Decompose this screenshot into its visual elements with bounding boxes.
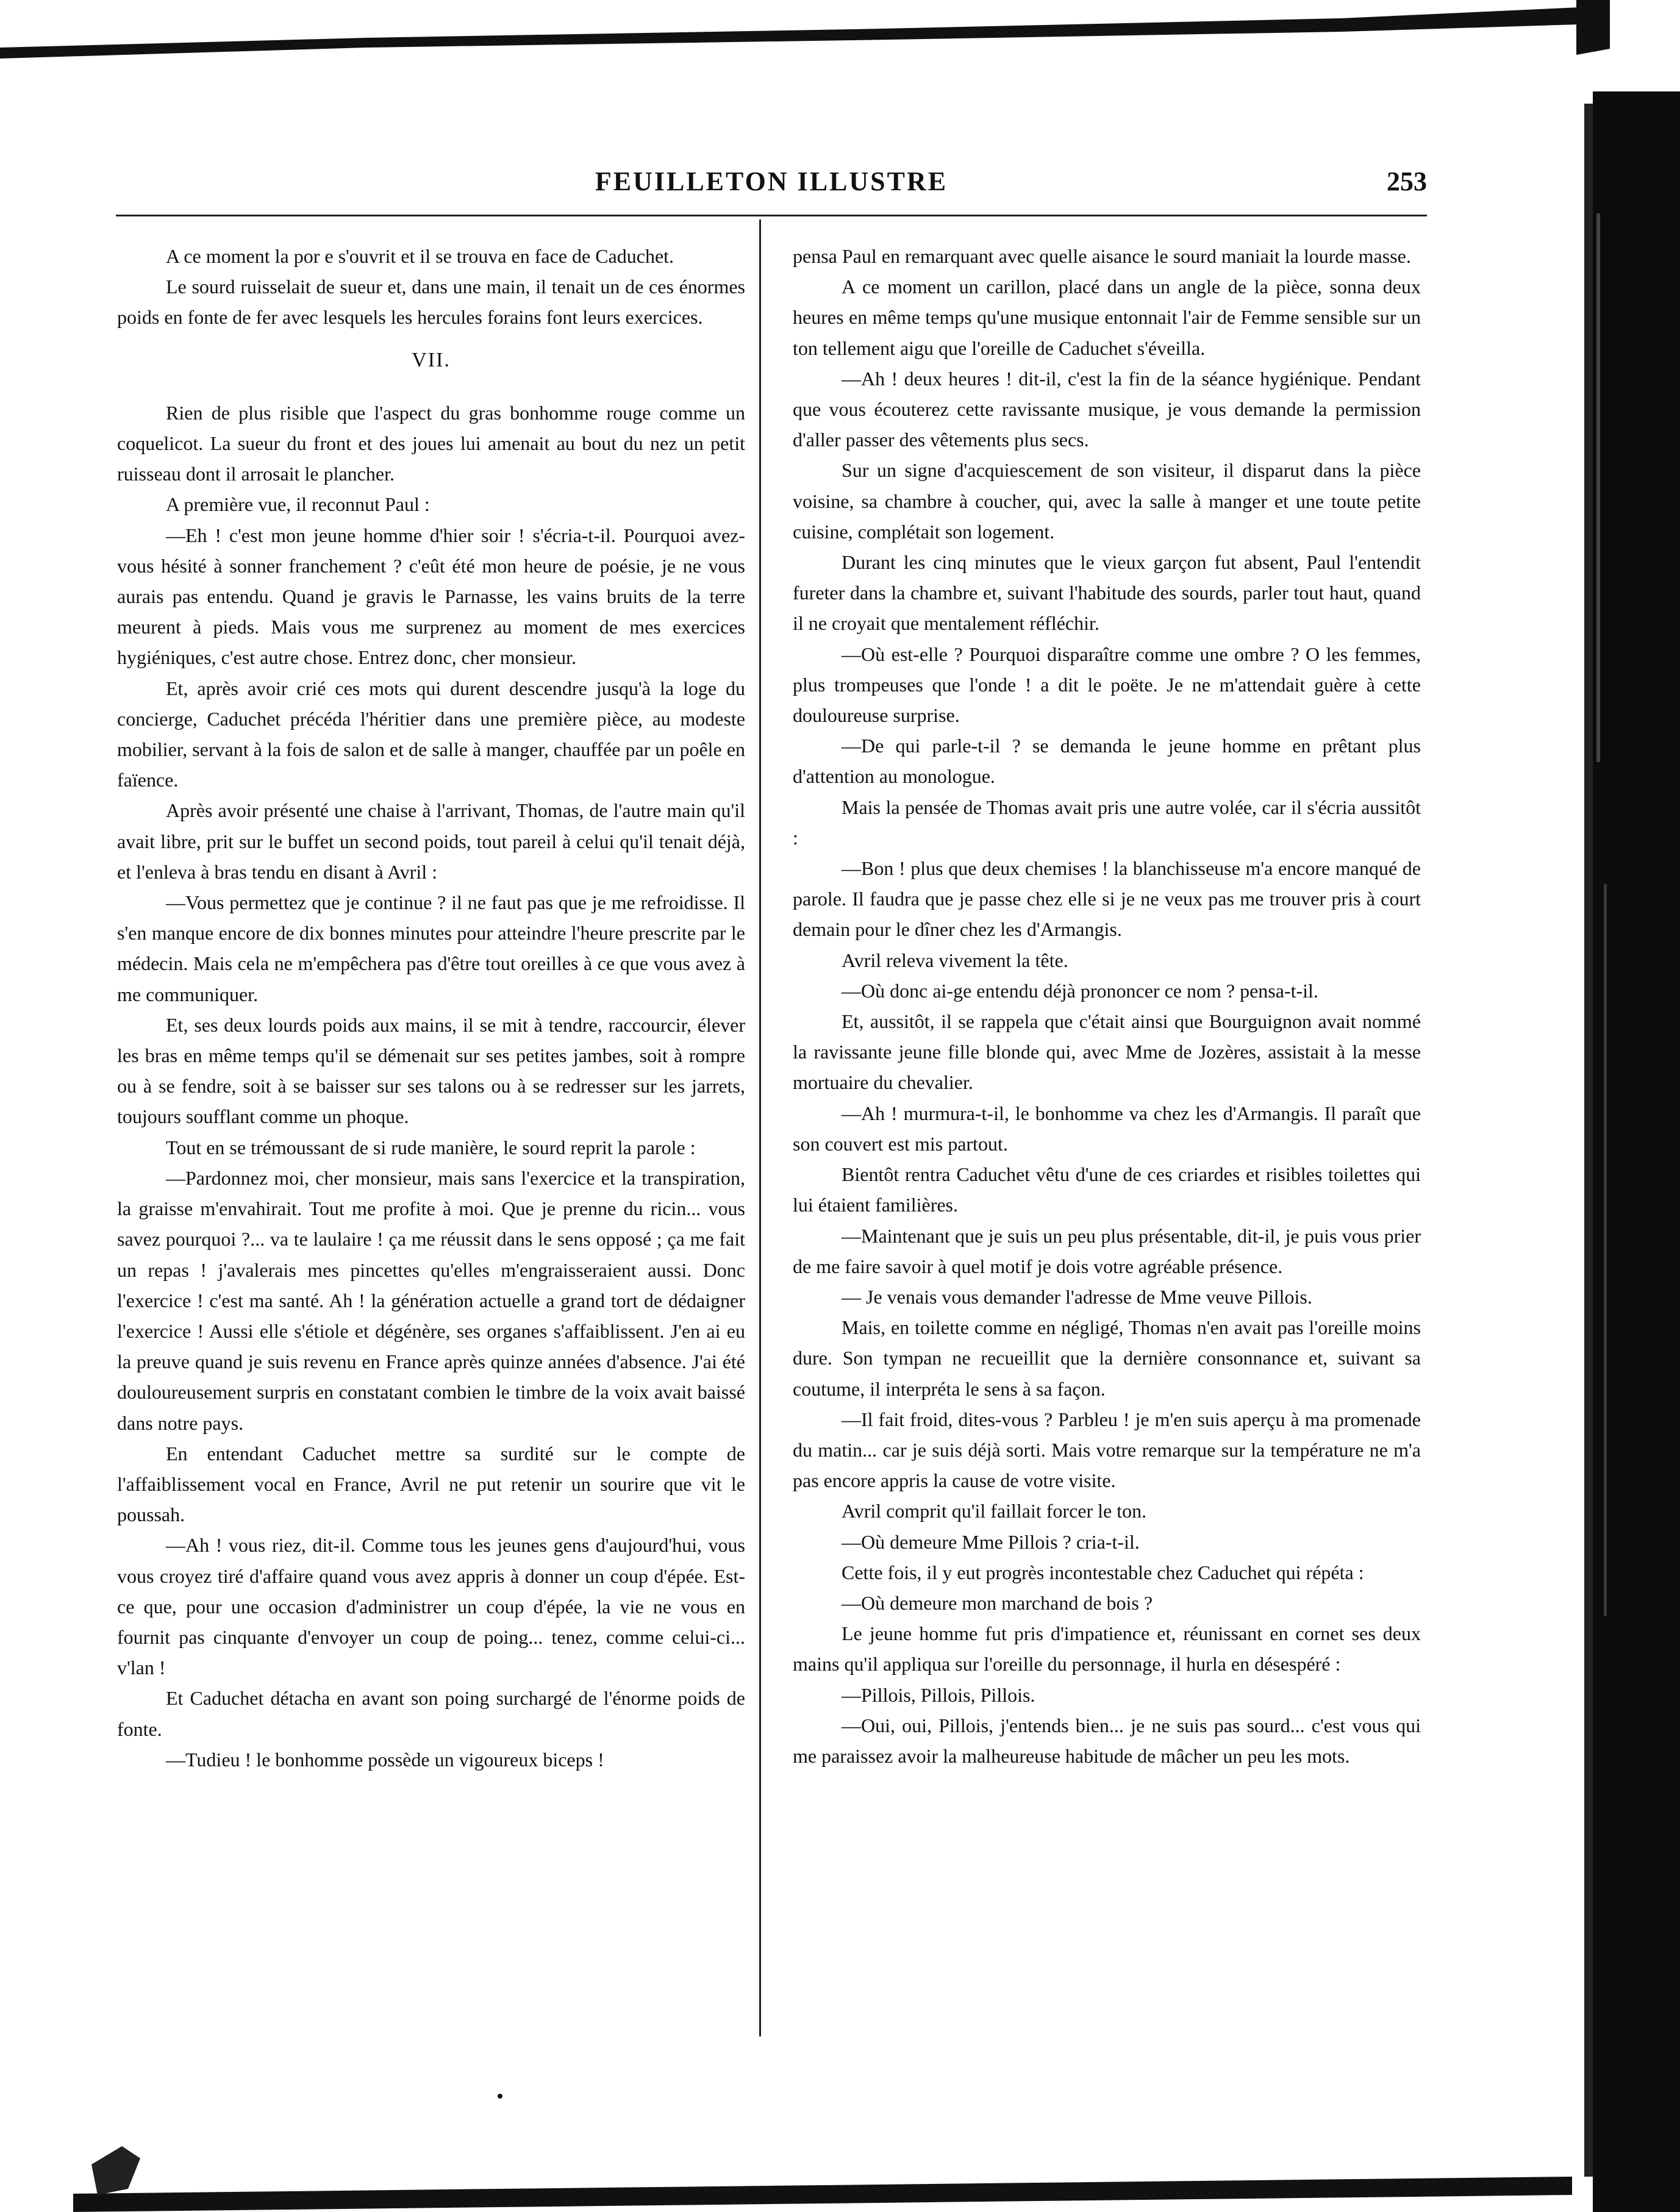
paragraph: —Il fait froid, dites-vous ? Parbleu ! je m'en suis aperçu à ma promenade du matin... car je suis déjà sorti. Mais votre remarque sur la température ne m'a pas encore appris la cause de votre visite. (793, 1408, 1421, 1492)
paragraph: Cette fois, il y eut progrès incontestable chez Caduchet qui répéta : (842, 1561, 1364, 1583)
paragraph: En entendant Caduchet mettre sa surdité sur le compte de l'affaiblissement vocal en France, Avril ne put retenir un sourire que vit le poussah. (117, 1442, 745, 1526)
paragraph: —Où est-elle ? Pourquoi disparaître comme une ombre ? O les femmes, plus trompeuses que l'onde ! a dit le poëte. Je ne m'attendait guère à cette douloureuse surprise. (793, 643, 1421, 727)
right-column (793, 241, 1421, 1771)
paragraph: Et, aussitôt, il se rappela que c'était ainsi que Bourguignon avait nommé la ravissante jeune fille blonde qui, avec Mme de Jozères, assistait à la messe mortuaire du chevalier. (793, 1010, 1421, 1094)
paragraph: —Maintenant que je suis un peu plus présentable, dit-il, je puis vous prier de me faire savoir à quel motif je dois votre agréable présence. (793, 1224, 1421, 1277)
paragraph: —Eh ! c'est mon jeune homme d'hier soir ! s'écria-t-il. Pourquoi avez-vous hésité à sonner franchement ? c'eût été mon heure de poésie, je ne vous aurais pas entendu. Quand je gravis le Parnasse, les vains bruits de la terre meurent à pieds. Mais vous me surprenez au moment de mes exercices hygiéniques, c'est autre chose. Entrez donc, cher monsieur. (117, 524, 745, 669)
paragraph: —Où demeure Mme Pillois ? cria-t-il. (842, 1530, 1140, 1553)
paragraph: —Tudieu ! le bonhomme possède un vigoureux biceps ! (166, 1748, 604, 1771)
paragraph: —Ah ! murmura-t-il, le bonhomme va chez les d'Armangis. Il paraît que son couvert est mis partout. (793, 1102, 1421, 1155)
paragraph: Et, après avoir crié ces mots qui durent descendre jusqu'à la loge du concierge, Caduchet précéda l'héritier dans une première pièce, au modeste mobilier, servant à la fois de salon et de salle à manger, chauffée par un poêle en faïence. (117, 677, 745, 791)
paragraph: —De qui parle-t-il ? se demanda le jeune homme en prêtant plus d'attention au monologue. (793, 735, 1421, 788)
paragraph: Avril releva vivement la tête. (842, 949, 1068, 971)
section-heading: VII. (412, 348, 451, 371)
paragraph: A ce moment la por e s'ouvrit et il se trouva en face de Caduchet. (166, 245, 674, 267)
scan-edge-right (1572, 91, 1680, 2212)
paragraph: Mais, en toilette comme en négligé, Thomas n'en avait pas l'oreille moins dure. Son tympan ne recueillit que la dernière consonnance et, suivant sa coutume, il interpréta le sens à sa façon. (793, 1316, 1421, 1400)
paragraph: Et Caduchet détacha en avant son poing surchargé de l'énorme poids de fonte. (117, 1687, 745, 1740)
paragraph: —Pardonnez moi, cher monsieur, mais sans l'exercice et la transpiration, la graisse m'envahirait. Tout me profite à moi. Que je prenne du ricin... vous savez pourquoi ?... va te laulaire ! ça me réussit dans le sens opposé ; ça me fait un repas ! j'avalerais mes pincettes qu'elles m'engraisseraient aussi. Donc l'exercice ! c'est ma santé. Ah ! la génération actuelle a grand tort de dédaigner l'exercice ! Aussi elle s'étiole et dégénère, ses organes s'affaiblissent. J'en ai eu la preuve quand je suis revenu en France après quinze années d'absence. J'ai été douloureusement surpris en constatant combien le timbre de la voix avait baissé dans notre pays. (117, 1166, 745, 1434)
paragraph: —Pillois, Pillois, Pillois. (842, 1683, 1035, 1706)
paragraph: Rien de plus risible que l'aspect du gras bonhomme rouge comme un coquelicot. La sueur du front et des joues lui amenait au bout du nez un petit ruisseau dont il arrosait le plancher. (117, 401, 745, 485)
column-divider (759, 219, 761, 2036)
paragraph: pensa Paul en remarquant avec quelle aisance le sourd maniait la lourde masse. (793, 245, 1411, 267)
paragraph: —Oui, oui, Pillois, j'entends bien... je ne suis pas sourd... c'est vous qui me paraissez avoir la malheureuse habitude de mâcher un peu les mots. (793, 1714, 1421, 1767)
paragraph: —Où donc ai-ge entendu déjà prononcer ce nom ? pensa-t-il. (842, 979, 1318, 1002)
left-column (117, 241, 745, 1775)
paragraph: Et, ses deux lourds poids aux mains, il se mit à tendre, raccourcir, élever les bras en même temps qu'il se démenait sur ses petites jambes, soit à rompre ou à se fendre, soit à se baisser sur ses talons ou à se redresser sur les jarrets, toujours soufflant comme un phoque. (117, 1013, 745, 1128)
paragraph: —Vous permettez que je continue ? il ne faut pas que je me refroidisse. Il s'en manque encore de dix bonnes minutes pour atteindre l'heure prescrite par le médecin. Mais cela ne m'empêchera pas d'être tout oreilles à ce que vous avez à me communiquer. (117, 891, 745, 1005)
paragraph: —Bon ! plus que deux chemises ! la blanchisseuse m'a encore manqué de parole. Il faudra que je passe chez elle si je ne veux pas me trouver pris à court demain pour le dîner chez les d'Armangis. (793, 857, 1421, 941)
paragraph: Avril comprit qu'il faillait forcer le ton. (842, 1500, 1147, 1522)
paragraph: Le jeune homme fut pris d'impatience et, réunissant en cornet ses deux mains qu'il appliqua sur l'oreille du personnage, il hurla en désespéré : (793, 1622, 1421, 1675)
running-title: FEUILLETON ILLUSTRE (595, 166, 948, 196)
page-number: 253 (1387, 166, 1427, 196)
paragraph: Le sourd ruisselait de sueur et, dans une main, il tenait un de ces énormes poids en fonte de fer avec lesquels les hercules forains font leurs exercices. (117, 276, 745, 329)
paragraph: Après avoir présenté une chaise à l'arrivant, Thomas, de l'autre main qu'il avait libre, prit sur le buffet un second poids, tout pareil à celui qu'il tenait déjà, et l'enleva à bras tendu en disant à Avril : (117, 799, 745, 883)
paragraph: —Ah ! deux heures ! dit-il, c'est la fin de la séance hygiénique. Pendant que vous écouterez cette ravissante musique, je vous demande la permission d'aller passer des vêtements plus secs. (793, 367, 1421, 451)
paragraph: Durant les cinq minutes que le vieux garçon fut absent, Paul l'entendit fureter dans la chambre et, suivant l'habitude des sourds, parler tout haut, quand il ne croyait que mentalement réfléchir. (793, 551, 1421, 635)
paragraph: Tout en se trémoussant de si rude manière, le sourd reprit la parole : (166, 1136, 696, 1158)
paragraph: —Ah ! vous riez, dit-il. Comme tous les jeunes gens d'aujourd'hui, vous vous croyez tiré d'affaire quand vous avez appris à donner un coup d'épée. Est-ce que, pour une occasion d'administrer un coup d'épée, la vie ne vous en fournit pas cinquante d'envoyer un coup de poing... tenez, comme celui-ci... v'lan ! (117, 1534, 745, 1679)
running-header (116, 163, 1427, 200)
paragraph: Mais la pensée de Thomas avait pris une autre volée, car il s'écria aussitôt : (793, 796, 1421, 849)
scan-edge-bottom (0, 2073, 1680, 2212)
paragraph: A première vue, il reconnut Paul : (166, 493, 430, 516)
paragraph: Sur un signe d'acquiescement de son visiteur, il disparut dans la pièce voisine, sa chambre à coucher, qui, avec la salle à manger et une toute petite cuisine, complétait son logement. (793, 459, 1421, 543)
scan-edge-top (0, 0, 1680, 73)
paragraph: — Je venais vous demander l'adresse de Mme veuve Pillois. (842, 1285, 1312, 1308)
header-rule (116, 215, 1427, 216)
paragraph: A ce moment un carillon, placé dans un angle de la pièce, sonna deux heures en même temps qu'une musique entonnait l'air de Femme sensible sur un ton tellement aigu que l'oreille de Caduchet s'éveilla. (793, 276, 1421, 359)
paragraph: —Où demeure mon marchand de bois ? (842, 1591, 1153, 1614)
paragraph: Bientôt rentra Caduchet vêtu d'une de ces criardes et risibles toilettes qui lui étaient familières. (793, 1163, 1421, 1216)
